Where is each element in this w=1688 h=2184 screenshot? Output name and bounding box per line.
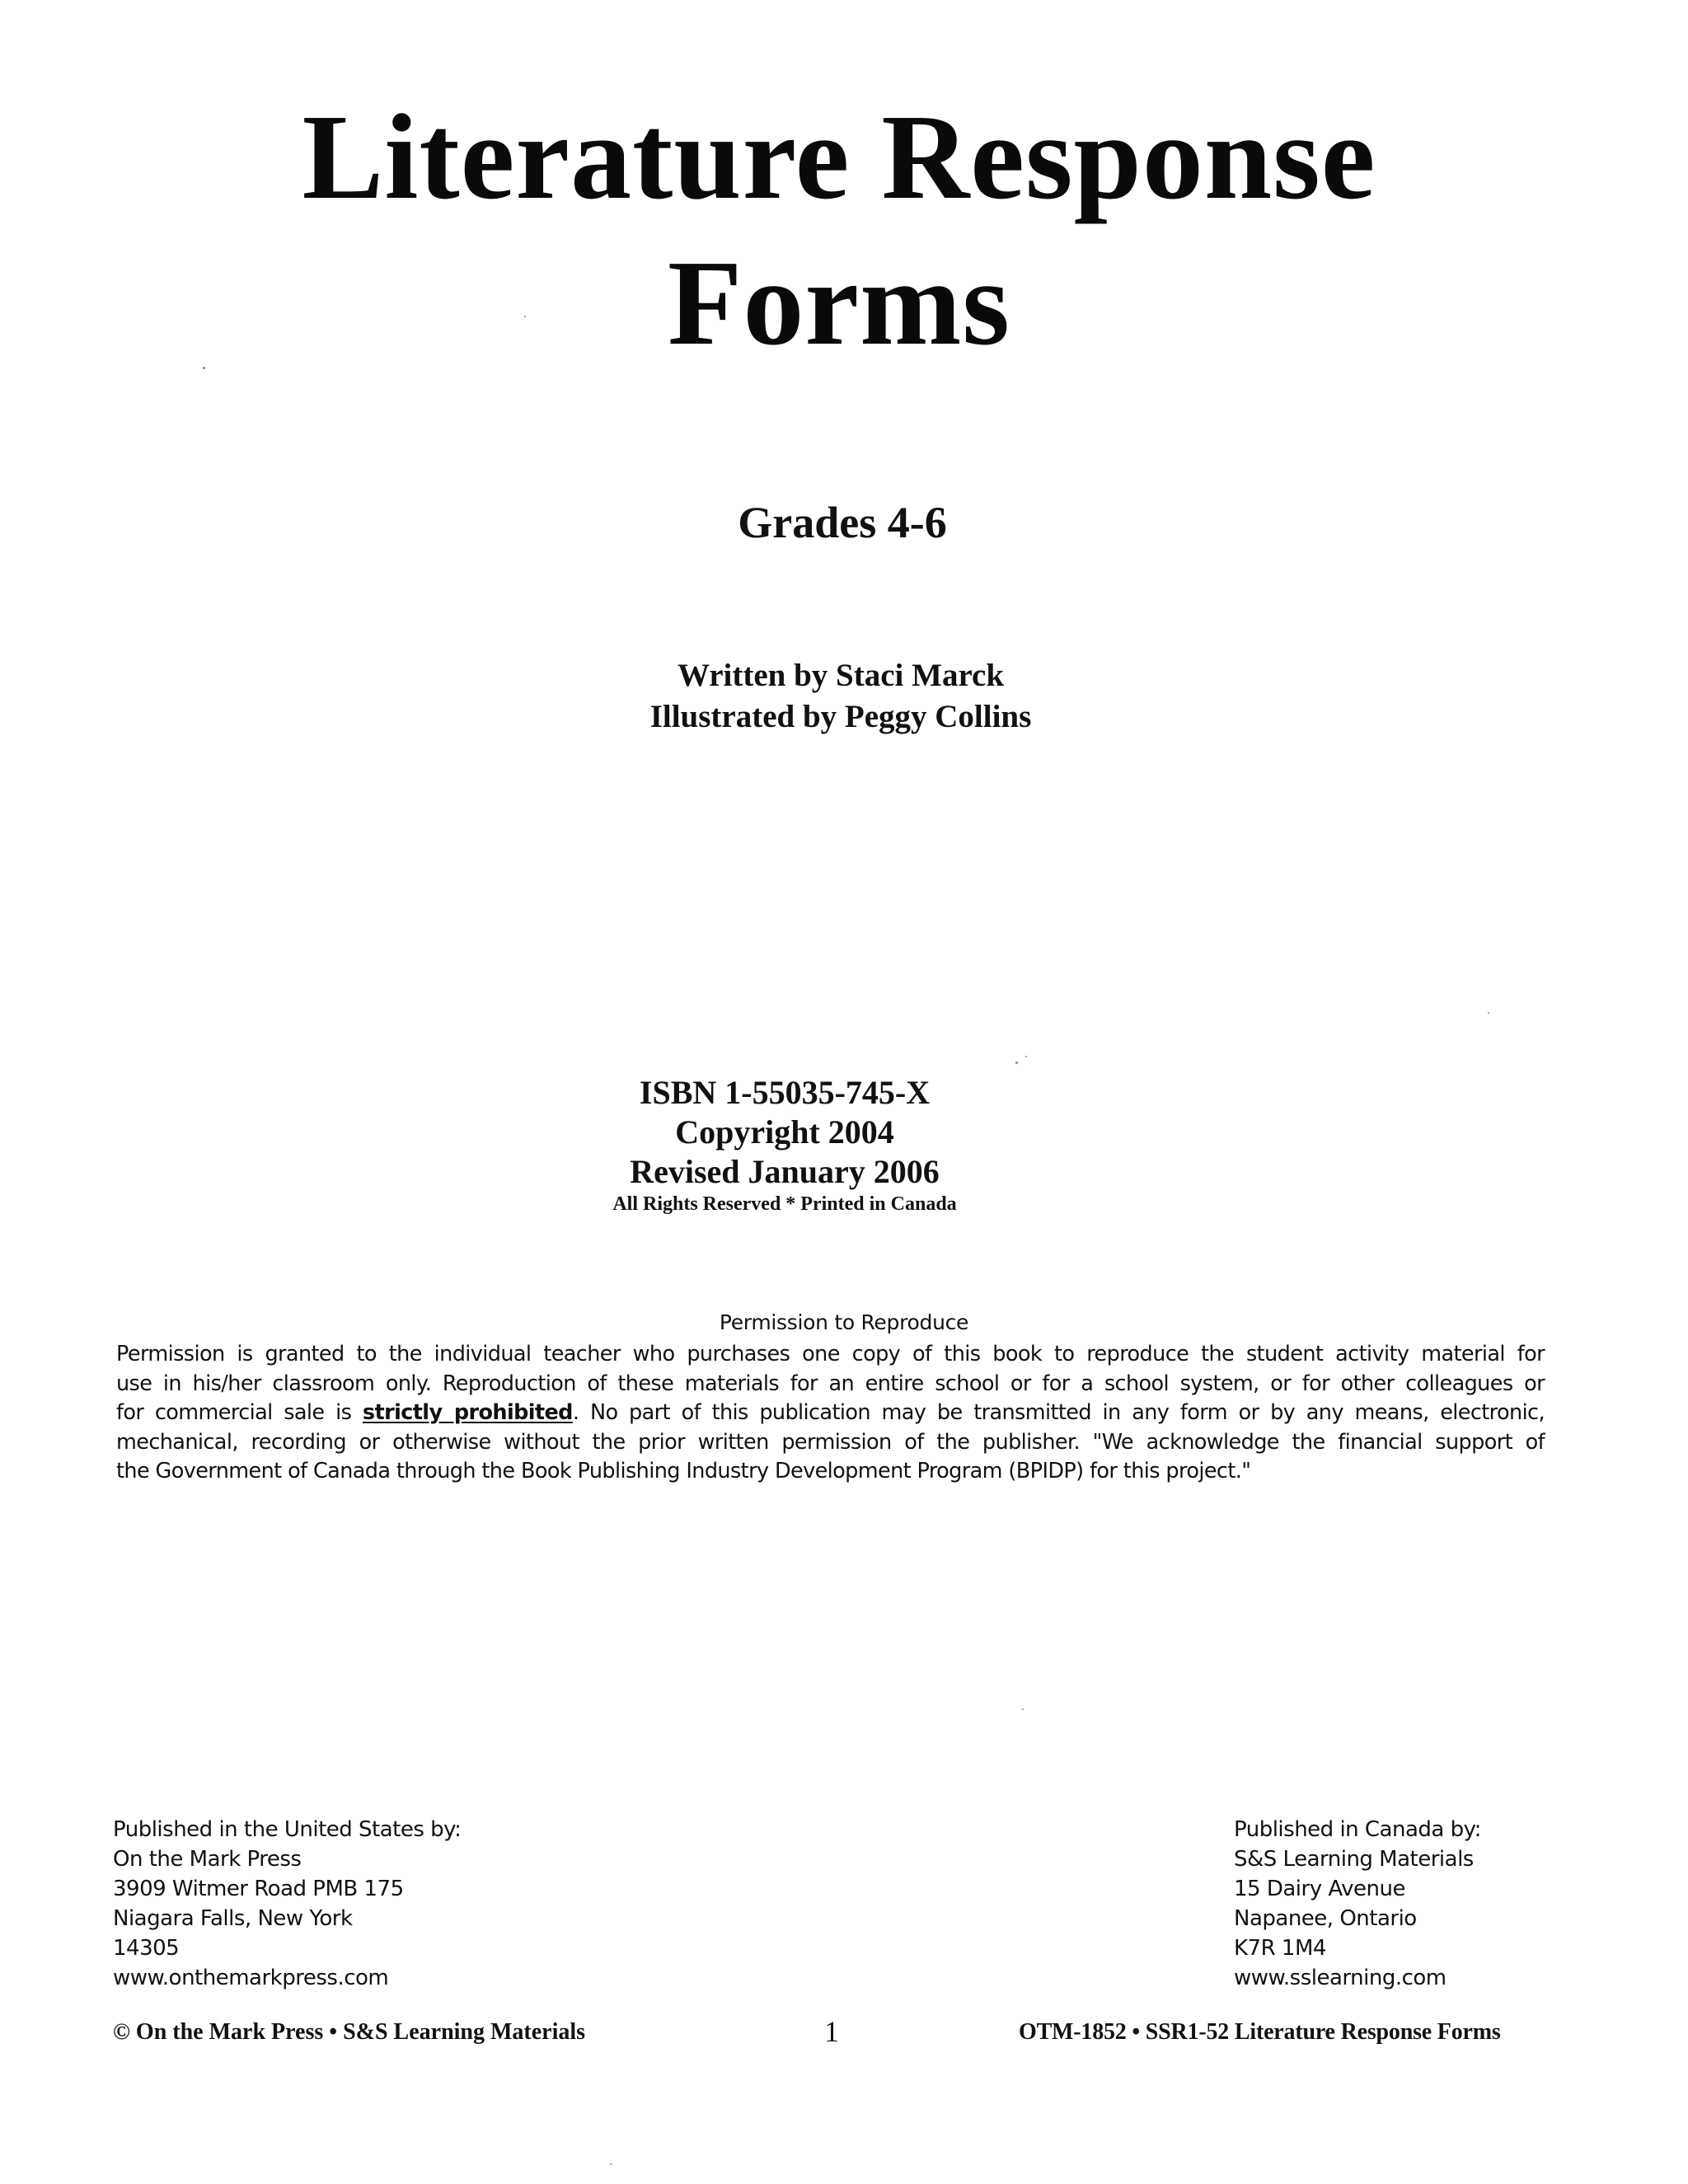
scan-speck [1022,1708,1024,1710]
publisher-us-zip: 14305 [113,1936,180,1961]
title-line-2: Forms [668,236,1010,371]
publisher-canada-name: S&S Learning Materials [1234,1847,1474,1872]
publisher-us-website: www.onthemarkpress.com [113,1966,389,1990]
publisher-us-heading: Published in the United States by: [113,1817,462,1842]
scan-speck [610,2163,612,2165]
permission-line-text: . No part of this publication may be transmitted in any form or by any means, electronic, [572,1400,1545,1425]
grades-label: Grades 4-6 [738,498,947,547]
publisher-canada-postal-code: K7R 1M4 [1234,1936,1326,1961]
permission-line: Permission is granted to the individual teacher who purchases one copy of this book to reproduce the student activity material for [116,1342,1545,1366]
strictly-prohibited-emphasis: strictly prohibited [362,1400,573,1425]
isbn: ISBN 1-55035-745-X [639,1074,931,1111]
publisher-canada-street: 15 Dairy Avenue [1234,1877,1405,1901]
publisher-canada-heading: Published in Canada by: [1234,1817,1481,1842]
publisher-us-street: 3909 Witmer Road PMB 175 [113,1877,404,1901]
permission-line: mechanical, recording or otherwise without the prior written permission of the publisher. "We acknowledge the financial support of [116,1429,1545,1455]
author-credit: Written by Staci Marck [677,658,1005,693]
rights-notice: All Rights Reserved * Printed in Canada [612,1193,957,1215]
scan-speck [524,316,526,317]
publisher-canada-website: www.sslearning.com [1234,1966,1447,1990]
scan-speck [1025,1056,1027,1057]
publisher-canada-city: Napanee, Ontario [1234,1906,1417,1931]
permission-body [116,1340,1545,1487]
page-number: 1 [824,2015,839,2048]
permission-line [116,1399,1545,1428]
footer-product-code: OTM-1852 • SSR1-52 Literature Response Forms [1019,2019,1501,2045]
permission-line-text: for commercial sale is [116,1400,363,1425]
footer-copyright: © On the Mark Press • S&S Learning Materials [113,2019,586,2045]
copyright-year: Copyright 2004 [675,1113,894,1151]
permission-heading: Permission to Reproduce [719,1310,969,1334]
title-line-1: Literature Response [302,90,1376,225]
scan-speck [1015,1062,1018,1064]
scan-speck [1488,1012,1489,1014]
publisher-us-block [113,1815,461,1993]
revision-date: Revised January 2006 [630,1153,940,1190]
publisher-us-name: On the Mark Press [113,1847,302,1872]
publisher-canada-block [1234,1815,1481,1993]
publisher-us-city: Niagara Falls, New York [113,1906,353,1931]
permission-line: use in his/her classroom only. Reproduction of these materials for an entire school or for a school system, or for other colleagues or [116,1371,1545,1396]
permission-line: the Government of Canada through the Book Publishing Industry Development Program (BPIDP) for this project." [116,1459,1251,1483]
scan-speck [203,367,205,369]
illustrator-credit: Illustrated by Peggy Collins [649,699,1032,734]
